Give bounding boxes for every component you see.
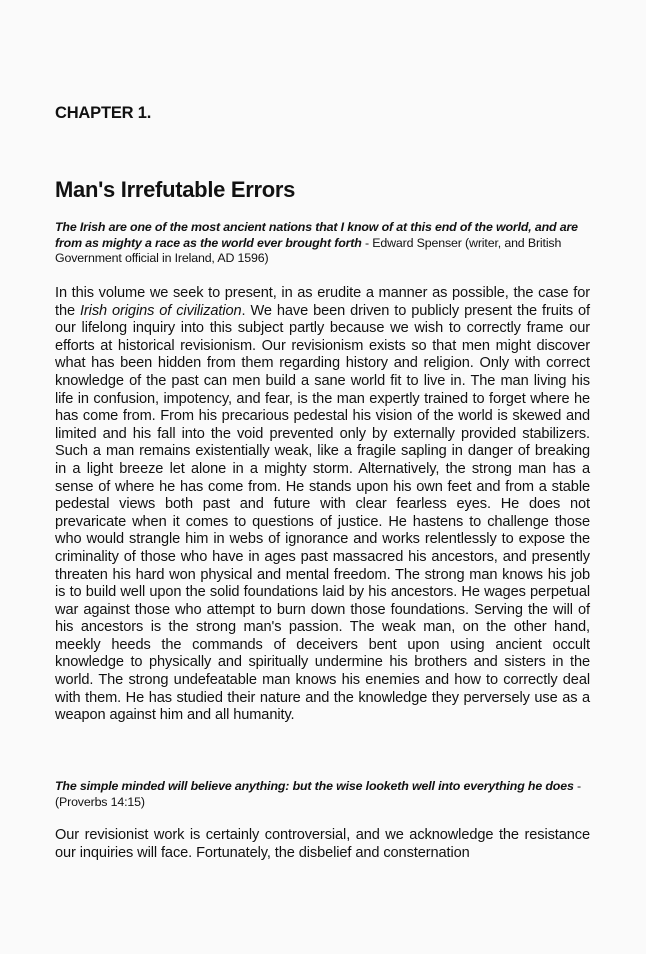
emphasized-phrase: Irish origins of civilization bbox=[79, 302, 242, 319]
epigraph-spenser bbox=[55, 220, 590, 267]
paragraph-text-start: In this volume we seek to present, in as erudite a manner as possible, the case for the bbox=[55, 285, 590, 319]
epigraph-quote: The simple minded will believe anything: but the wise looketh well into everything he does bbox=[55, 779, 574, 793]
paragraph-text-rest: . We have been driven to publicly present the fruits of our lifelong inquiry into this subject partly because we wish to correctly frame our efforts at historical revisionism. Our revisionism exists so that men might discover what has been hidden from them regarding history and religion. Only with correct knowledge of the past can men build a sane world fit to live in. The man living his life in confusion, impotency, and fear, is the man expertly trained to forget where he has come from. From his precarious pedestal his vision of the world is skewed and limited and his fall into the void prevented only by externally provided stabilizers. Such a man remains existentially weak, like a fragile sapling in danger of breaking in a light breeze let alone in a mighty storm. Alternatively, the strong man has a sense of where he has come from. He stands upon his own feet and from a stable pedestal views both past and future with clear fearless eyes. He does not prevaricate when it comes to questions of justice. He hastens to challenge those who would strangle him in webs of ignorance and works relentlessly to expose the criminality of those who have in ages past massacred his ancestors, and presently threaten his hard won physical and mental freedom. The strong man knows his job is to build well upon the solid foundations laid by his ancestors. He wages perpetual war against those who attempt to burn down those foundations. Serving the will of his ancestors is the strong man's passion. The weak man, on the other hand, meekly heeds the commands of deceivers bent upon using ancient occult knowledge to physically and spiritually undermine his brothers and sisters in the world. The strong undefeatable man knows his enemies and how to correctly deal with them. He has studied their nature and the knowledge they perversely use as a weapon against him and all humanity. bbox=[55, 302, 590, 724]
epigraph-attribution: - Edward Spenser (writer, and British Government official in Ireland, AD 1596) bbox=[55, 235, 562, 265]
chapter-heading: CHAPTER 1. bbox=[55, 104, 152, 122]
epigraph-proverbs bbox=[55, 779, 590, 810]
epigraph-quote: The Irish are one of the most ancient nations that I know of at this end of the world, and are from as mighty a race as the world ever brought forth bbox=[55, 220, 578, 250]
chapter-title: Man's Irrefutable Errors bbox=[55, 177, 296, 202]
body-paragraph: Our revisionist work is certainly controversial, and we acknowledge the resistance our inquiries will face. Fortunately, the disbelief and consternation bbox=[55, 827, 590, 861]
body-paragraph bbox=[55, 285, 590, 725]
epigraph-attribution: - (Proverbs 14:15) bbox=[55, 779, 581, 809]
